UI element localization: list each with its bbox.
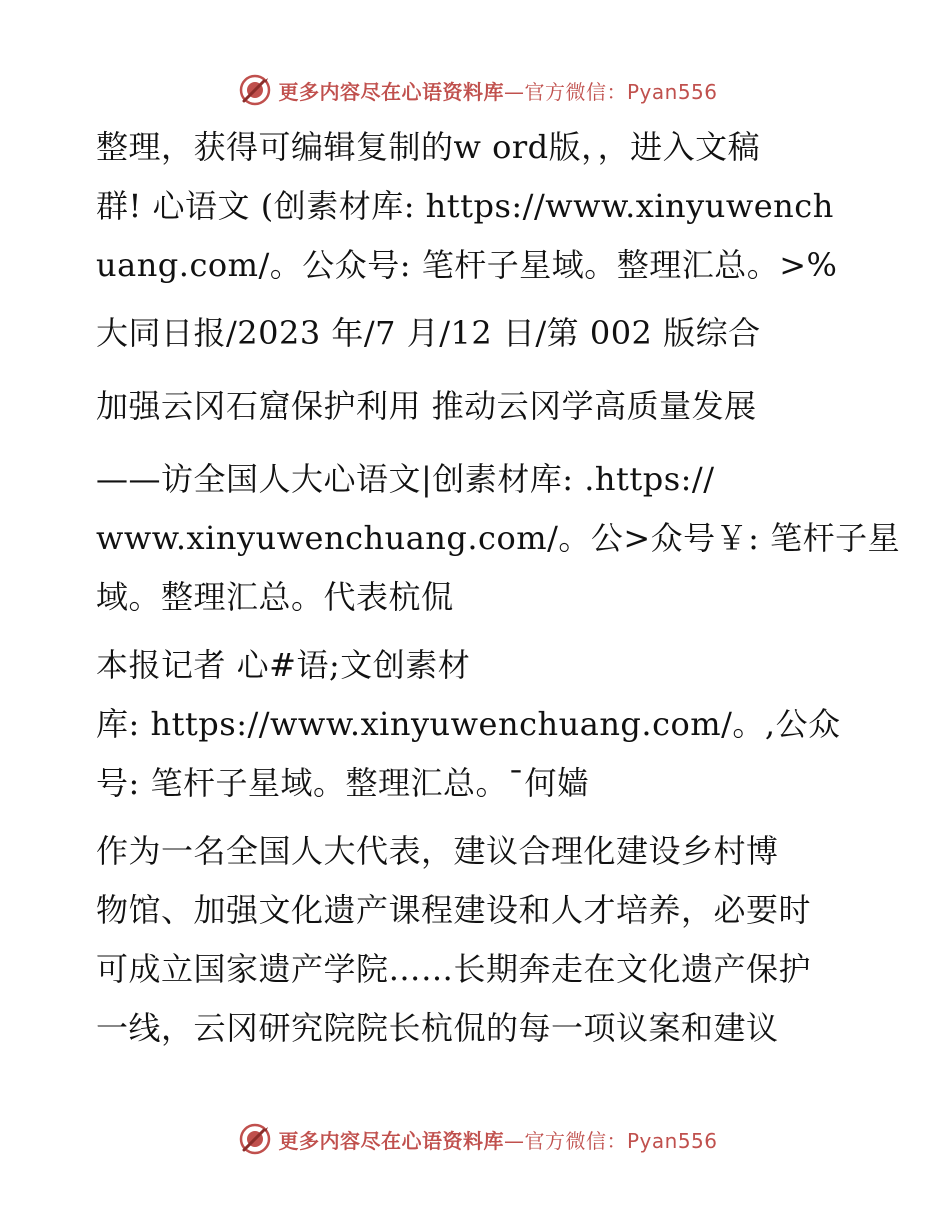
subtitle-line: www.xinyuwenchuang.com/。公>众号￥: 笔杆子星 [96,519,901,557]
body-line: 作为一名全国人大代表，建议合理化建设乡村博 [96,832,779,870]
subtitle-line: 域。整理汇总。代表杭侃 [96,578,454,616]
header-banner-text [278,76,717,105]
header-separator: — [503,79,525,104]
headline: 加强云冈石窟保护利用 推动云冈学高质量发展 [96,387,757,425]
article-body [96,822,856,1058]
header-wechat-id: Pyan556 [626,79,718,104]
notice-line: uang.com/。公众号: 笔杆子星域。整理汇总。>% [96,246,838,284]
footer-banner-text [278,1125,717,1154]
notice-block [96,118,856,295]
footer-separator: — [503,1128,525,1153]
body-line: 物馆、加强文化遗产课程建设和人才培养，必要时 [96,891,812,929]
header-banner [0,70,950,110]
document-body [96,118,901,1058]
byline-block [96,636,856,813]
body-line: 可成立国家遗产学院……长期奔走在文化遗产保护 [96,950,812,988]
source-line: 大同日报/2023 年/7 月/12 日/第 002 版综合 [96,314,761,352]
brand-logo-icon [238,1122,272,1156]
header-brand: 更多内容尽在心语资料库 [278,79,504,104]
brand-logo-icon [238,73,272,107]
header-wechat-label: 官方微信： [524,79,627,104]
subtitle-line: ——访全国人大心语文|创素材库: .https:// [96,460,715,498]
footer-brand: 更多内容尽在心语资料库 [278,1128,504,1153]
body-line: 一线，云冈研究院院长杭侃的每一项议案和建议 [96,1009,779,1047]
byline-line: 库: https://www.xinyuwenchuang.com/。,公众 [96,705,841,743]
notice-line: 整理，获得可编辑复制的w ord版，，进入文稿 [96,128,761,166]
notice-line: 群! 心语文 (创素材库: https://www.xinyuwench [96,187,834,225]
subtitle-block [96,450,901,627]
byline-line: 本报记者 心#语;文创素材 [96,646,471,684]
footer-wechat-label: 官方微信： [524,1128,627,1153]
footer-banner [0,1119,950,1159]
footer-wechat-id: Pyan556 [626,1128,718,1153]
byline-line: 号: 笔杆子星域。整理汇总。¯何嫱 [96,764,590,802]
